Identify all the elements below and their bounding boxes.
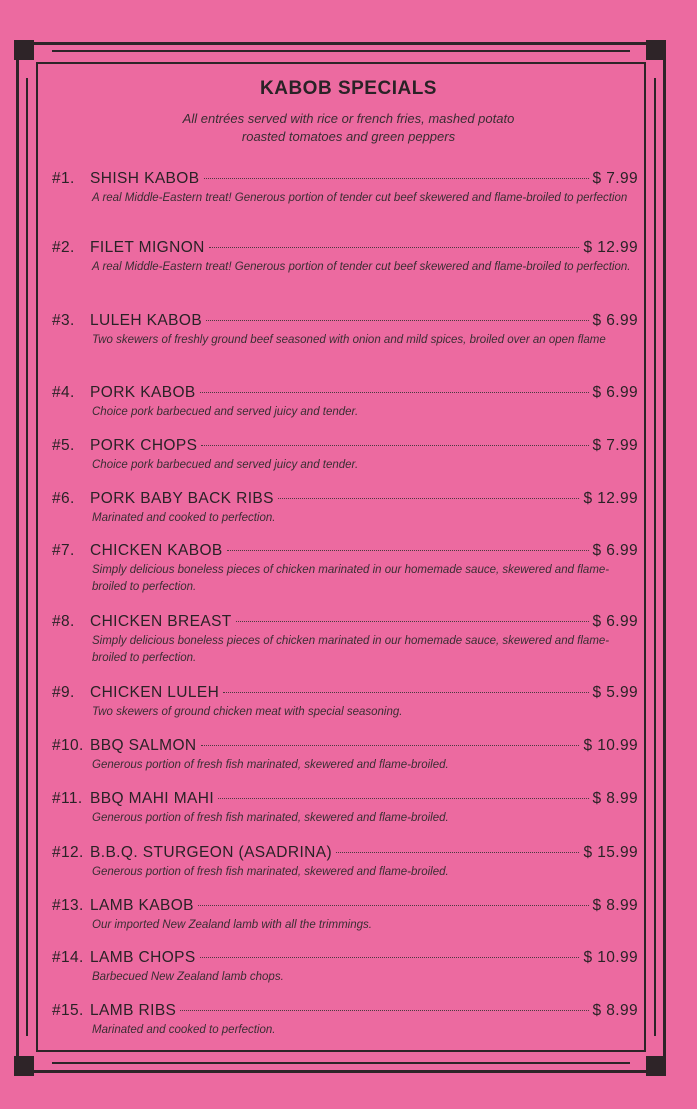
item-name: LAMB RIBS — [90, 1002, 177, 1019]
item-number: #6. — [52, 490, 75, 507]
item-description: Choice pork barbecued and served juicy and tender. — [92, 459, 359, 471]
item-description: A real Middle-Eastern treat! Generous portion of tender cut beef skewered and flame-broiled to perfection — [92, 192, 628, 204]
item-price: $ 15.99 — [583, 844, 638, 861]
item-number: #3. — [52, 312, 75, 329]
subtitle-line-1: All entrées served with rice or french fries, mashed potato — [182, 111, 515, 126]
item-description: Generous portion of fresh fish marinated, skewered and flame-broiled. — [92, 812, 449, 824]
menu-item — [52, 437, 638, 474]
item-price: $ 7.99 — [592, 437, 638, 454]
item-name: BBQ SALMON — [90, 737, 197, 754]
menu-item — [52, 737, 638, 774]
item-price: $ 6.99 — [592, 613, 638, 630]
subtitle-line-2: roasted tomatoes and green peppers — [241, 129, 456, 144]
menu-item — [52, 1002, 638, 1039]
item-name: CHICKEN LULEH — [90, 684, 220, 701]
item-name: PORK CHOPS — [90, 437, 198, 454]
item-number: #7. — [52, 542, 75, 559]
item-price: $ 10.99 — [583, 949, 638, 966]
item-price: $ 8.99 — [592, 897, 638, 914]
menu-item — [52, 490, 638, 527]
item-price: $ 6.99 — [592, 312, 638, 329]
item-number: #8. — [52, 613, 75, 630]
item-description: Barbecued New Zealand lamb chops. — [92, 971, 284, 983]
menu-item — [52, 790, 638, 827]
menu-item — [52, 613, 638, 667]
item-name: B.B.Q. STURGEON (ASADRINA) — [90, 844, 333, 861]
item-name: PORK BABY BACK RIBS — [90, 490, 274, 507]
item-description: Two skewers of ground chicken meat with special seasoning. — [92, 706, 403, 718]
item-description: A real Middle-Eastern treat! Generous portion of tender cut beef skewered and flame-broiled to perfection. — [92, 261, 631, 273]
item-name: LAMB CHOPS — [90, 949, 196, 966]
item-number: #10. — [52, 737, 84, 754]
item-number: #11. — [52, 790, 83, 807]
menu-item — [52, 897, 638, 934]
item-name: LULEH KABOB — [90, 312, 203, 329]
item-number: #9. — [52, 684, 75, 701]
item-number: #13. — [52, 897, 84, 914]
item-description: Choice pork barbecued and served juicy and tender. — [92, 406, 359, 418]
item-number: #5. — [52, 437, 75, 454]
item-description: Simply delicious boneless pieces of chicken marinated in our homemade sauce, skewered and flame-broiled to perfection. — [92, 564, 610, 593]
menu-item — [52, 684, 638, 721]
item-name: CHICKEN KABOB — [90, 542, 223, 559]
item-number: #2. — [52, 239, 75, 256]
item-price: $ 8.99 — [592, 790, 638, 807]
menu-item — [52, 312, 638, 349]
subtitle — [0, 110, 697, 146]
item-number: #4. — [52, 384, 75, 401]
item-description: Generous portion of fresh fish marinated, skewered and flame-broiled. — [92, 866, 449, 878]
item-price: $ 8.99 — [592, 1002, 638, 1019]
menu-item — [52, 542, 638, 596]
item-name: PORK KABOB — [90, 384, 196, 401]
item-number: #15. — [52, 1002, 84, 1019]
item-price: $ 10.99 — [583, 737, 638, 754]
item-price: $ 5.99 — [592, 684, 638, 701]
item-price: $ 12.99 — [583, 239, 638, 256]
item-name: FILET MIGNON — [90, 239, 205, 256]
item-description: Generous portion of fresh fish marinated, skewered and flame-broiled. — [92, 759, 449, 771]
item-name: BBQ MAHI MAHI — [90, 790, 215, 807]
item-number: #1. — [52, 170, 75, 187]
menu-item — [52, 384, 638, 421]
menu-item — [52, 170, 638, 207]
menu-item — [52, 239, 638, 276]
item-price: $ 12.99 — [583, 490, 638, 507]
item-description: Our imported New Zealand lamb with all the trimmings. — [92, 919, 372, 931]
menu-item — [52, 844, 638, 881]
item-name: SHISH KABOB — [90, 170, 200, 187]
item-description: Two skewers of freshly ground beef seasoned with onion and mild spices, broiled over an open flame — [92, 334, 606, 346]
page-title: KABOB SPECIALS — [260, 78, 437, 99]
item-name: CHICKEN BREAST — [90, 613, 232, 630]
item-description: Marinated and cooked to perfection. — [92, 512, 276, 524]
menu-item — [52, 949, 638, 986]
item-number: #12. — [52, 844, 84, 861]
item-price: $ 7.99 — [592, 170, 638, 187]
item-description: Simply delicious boneless pieces of chicken marinated in our homemade sauce, skewered and flame-broiled to perfection. — [92, 635, 610, 664]
item-price: $ 6.99 — [592, 542, 638, 559]
item-price: $ 6.99 — [592, 384, 638, 401]
item-description: Marinated and cooked to perfection. — [92, 1024, 276, 1036]
item-number: #14. — [52, 949, 84, 966]
item-name: LAMB KABOB — [90, 897, 194, 914]
